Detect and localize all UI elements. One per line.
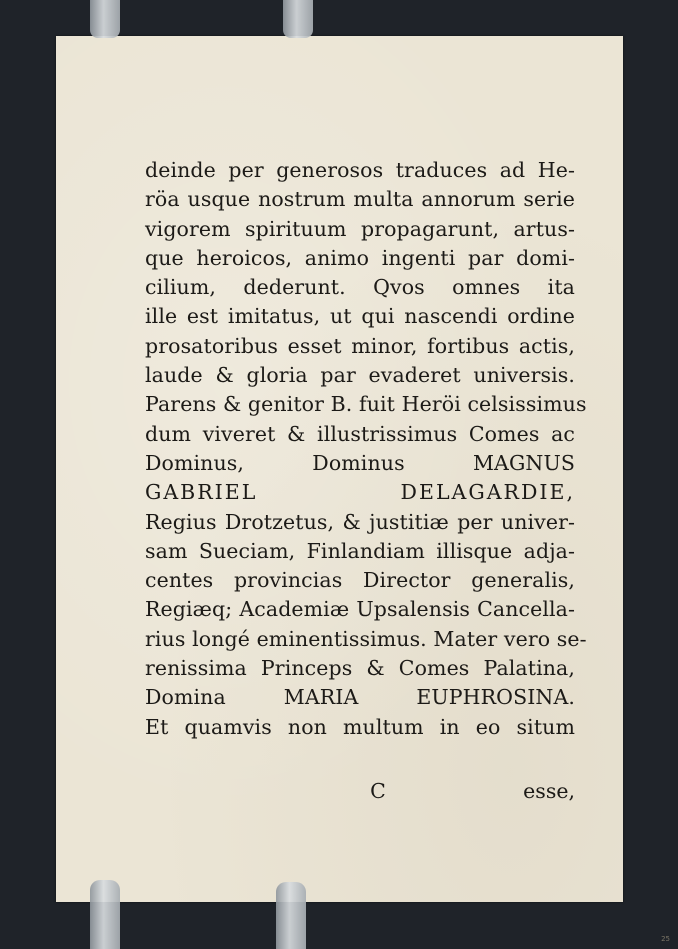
text-line: renissima Princeps & Comes Palatina, (145, 656, 575, 681)
text-line: centes provincias Director generalis, (145, 568, 575, 593)
body-text (145, 156, 587, 742)
text-line: GABRIEL DELAGARDIE, (145, 480, 575, 505)
text-line: ille est imitatus, ut qui nascendi ordine (145, 304, 575, 329)
text-line: que heroicos, animo ingenti par domi‐ (145, 245, 575, 270)
folio-number: 25 (661, 935, 670, 943)
text-line: Dominus, Dominus MAGNUS (145, 450, 575, 475)
text-line: Parens & genitor B. fuit Heröi celsissimus (145, 392, 587, 417)
text-line: deinde per generosos traduces ad He‐ (145, 158, 575, 182)
book-clip-bottom-right (276, 882, 306, 949)
text-line: Domina MARIA EUPHROSINA. (145, 685, 575, 710)
text-line: laude & gloria par evaderet universis. (145, 363, 575, 388)
text-line: sam Sueciam, Finlandiam illisque adja‐ (145, 538, 575, 563)
catchword: esse, (523, 779, 575, 803)
text-line: cilium, dederunt. Qvos omnes ita (145, 275, 575, 300)
text-line: Regiæq; Academiæ Upsalensis Cancella‐ (145, 597, 575, 622)
page-footer-row (145, 779, 575, 809)
text-line: vigorem spirituum propagarunt, artus‐ (145, 216, 575, 241)
text-line: dum viveret & illustrissimus Comes ac (145, 421, 575, 446)
text-line: Et quamvis non multum in eo situm (145, 714, 575, 739)
book-clip-top-left (90, 0, 120, 38)
text-line: prosatoribus esset minor, fortibus actis, (145, 333, 575, 358)
signature-mark: C (370, 779, 386, 803)
text-line: rius longé eminentissimus. Mater vero se‐ (145, 626, 587, 651)
text-line: röa usque nostrum multa annorum serie (145, 187, 575, 212)
book-clip-bottom-left (90, 880, 120, 949)
text-line: Regius Drotzetus, & justitiæ per univer‐ (145, 509, 575, 534)
book-clip-top-right (283, 0, 313, 38)
